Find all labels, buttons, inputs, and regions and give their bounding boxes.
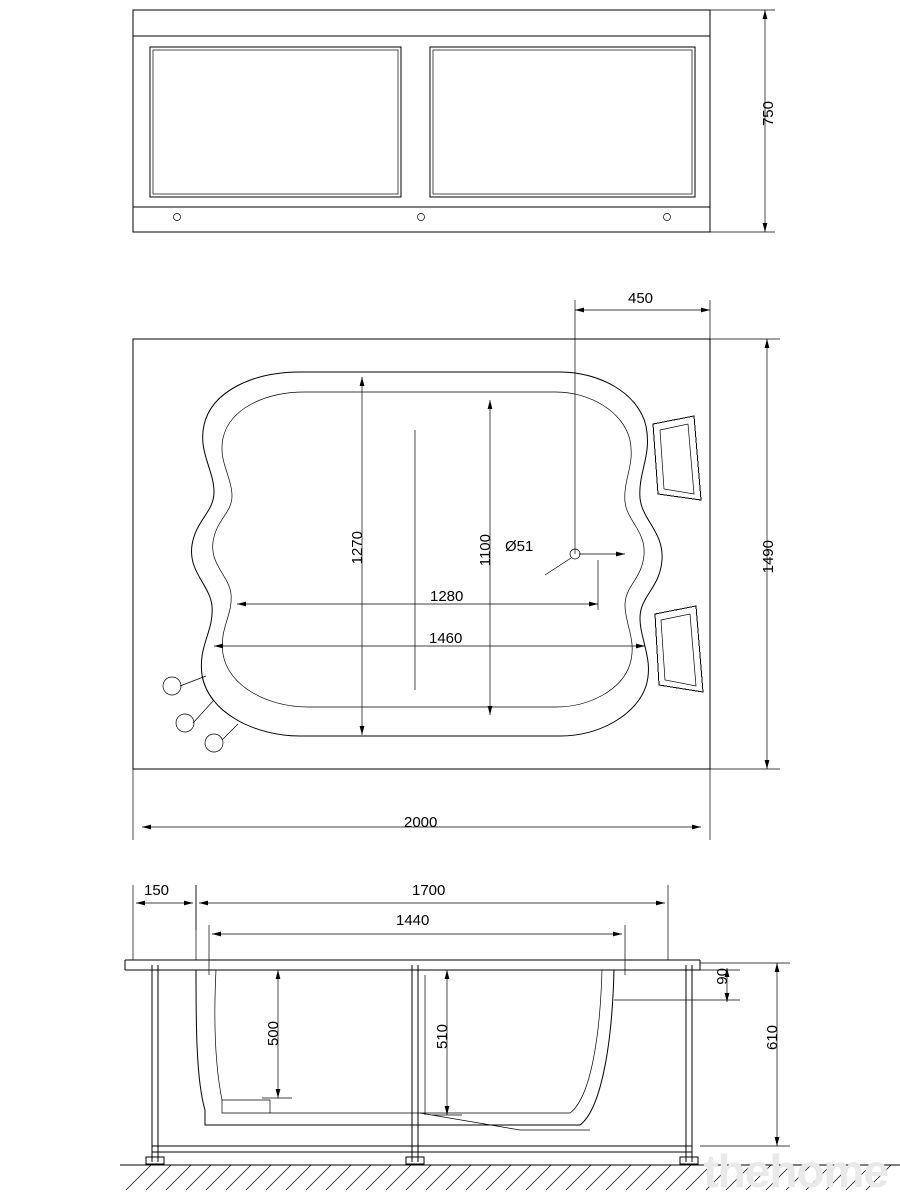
dim-label-610: 610	[764, 1025, 781, 1051]
dim-label-750: 750	[760, 101, 777, 127]
dim-label-1440: 1440	[396, 912, 430, 929]
top-plan-view	[133, 300, 780, 840]
dim-label-1460: 1460	[429, 630, 463, 647]
watermark: thehome	[703, 1145, 888, 1197]
dim-label-90: 90	[714, 968, 731, 985]
dim-label-1270: 1270	[349, 531, 366, 565]
dim-label-2000: 2000	[404, 814, 438, 831]
dim-label-1100: 1100	[477, 534, 494, 567]
dim-label-1490: 1490	[760, 540, 777, 574]
dim-label-150: 150	[144, 882, 170, 899]
dim-label-diameter-51: Ø51	[505, 538, 534, 555]
dim-label-450: 450	[628, 290, 654, 307]
dim-label-510: 510	[434, 1024, 451, 1050]
front-panel-view	[133, 10, 775, 232]
dim-label-500: 500	[265, 1021, 282, 1047]
dim-label-1280: 1280	[430, 588, 464, 605]
dim-label-1700: 1700	[412, 882, 446, 899]
